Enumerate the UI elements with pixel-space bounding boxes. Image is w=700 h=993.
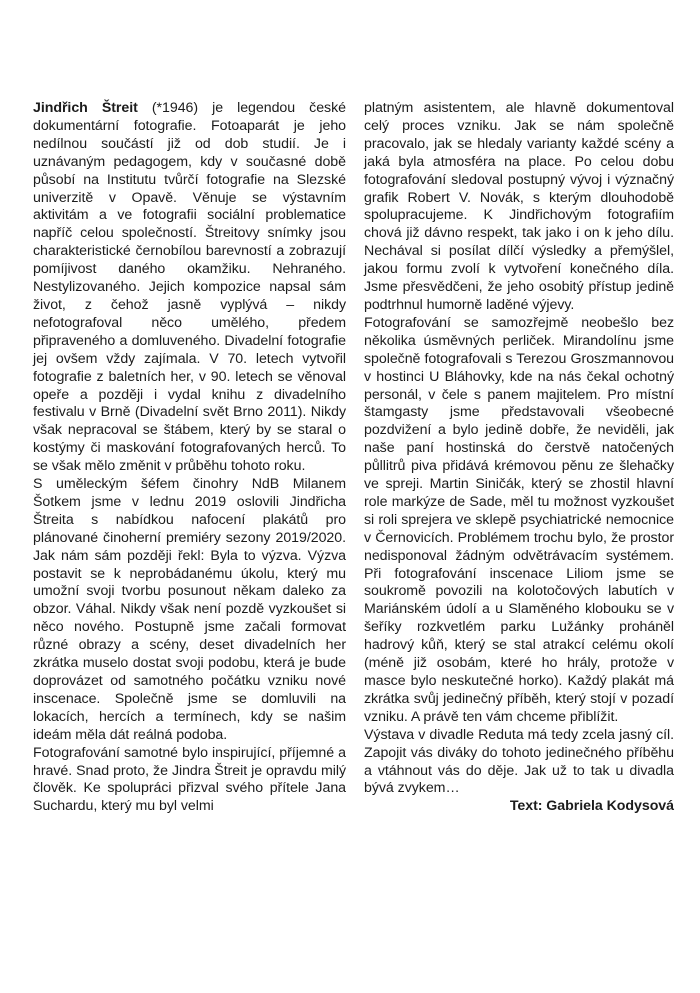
article-paragraph-process: platným asistentem, ale hlavně dokumentoval celý proces vzniku. Jak se nám společně pracovalo, jak se hledaly varianty každé scény a jaká byla atmosféra na place. Po celou dobu fotografování sledoval postupný vývoj i význačný grafik Robert V. Novák, s kterým dlouhodobě spolupracujeme. K Jindřichovým fotografiím chová již dávno respekt, tak jako i on k jeho dílu. Nechával si posílat dílčí výsledky a přemýšlel, jakou formu zvolí k vytvoření konečného díla. Jsme přesvědčeni, že jeho osobitý přístup jedině podtrhnul humorně laděné výjevy.	[364, 100, 674, 313]
article-paragraph-exhibition: Výstava v divadle Reduta má tedy zcela jasný cíl. Zapojit vás diváky do tohoto jedinečného příběhu a vtáhnout vás do děje. Jak už to tak u divadla bývá zvykem…	[364, 726, 674, 797]
article-paragraph-intro	[33, 100, 346, 476]
article-lead-name: Jindřich Štreit	[33, 100, 138, 116]
article-author-credit: Text: Gabriela Kodysová	[509, 798, 674, 815]
article-right-column	[364, 100, 674, 816]
article-paragraph-intro-text: (*1946) je legendou české dokumentární fotografie. Fotoaparát je jeho nedílnou součástí již od dob studií. Je i uznávaným pedagogem, kdy v současné době působí na Institutu tvůrčí fotografie na Slezské univerzitě v Opavě. Věnuje se výstavním aktivitám a ve fotografii sociální problematice napříč celou společností. Štreitovy snímky jsou charakteristické černobílou barevností a zobrazují pomíjivost daného okamžiku. Nehraného. Nestylizovaného. Jejich kompozice napsal sám život, z čehož jasně vyplývá – nikdy nefotografoval něco umělého, předem připraveného a domluveného. Divadelní fotografie jej ovšem vždy zajímala. V 70. letech vytvořil fotografie z baletních her, v 90. letech se věnoval opeře a později i vydal knihu z divadelního festivalu v Brně (Divadelní svět Brno 2011). Nikdy však nepracoval se štábem, který by se staral o kostýmy či maskování fotografovaných herců. To se však mělo změnit v průběhu tohoto roku.	[33, 100, 346, 475]
article-paragraph-photoshoot: Fotografování samotné bylo inspirující, příjemné a hravé. Snad proto, že Jindra Štreit je opravdu milý člověk. Ke spolupráci přizval svého přítele Jana Suchardu, který mu byl velmi	[33, 744, 346, 815]
article-paragraph-collaboration: S uměleckým šéfem činohry NdB Milanem Šotkem jsme v lednu 2019 oslovili Jindřicha Štreita s nabídkou nafocení plakátů pro plánované činoherní premiéry sezony 2019/2020. Jak nám sám později řekl: Byla to výzva. Výzva postavit se k neprobádanému úkolu, který mu umožní svoji tvorbu posunout někam daleko za obzor. Váhal. Nikdy však není pozdě vyzkoušet si něco nového. Postupně jsme začali formovat různé obrazy a scény, deset divadelních her zkrátka muselo dostat svoji podobu, která je bude doprovázet od samotného počátku vzniku nové inscenace. Společně jsme se domluvili na lokacích, hercích a termínech, kdy se našim ideám měla dát reálná podoba.	[33, 476, 346, 743]
article-left-column	[33, 100, 346, 816]
article-paragraph-anecdotes: Fotografování se samozřejmě neobešlo bez několika úsměvných perliček. Mirandolínu jsme společně fotografovali s Terezou Groszmannovou v hostinci U Bláhovky, kde na nás čekal ochotný personál, v čele s panem majitelem. Pro místní štamgasty jsme představovali všeobecné pozdvižení a bylo jedině dobře, že neviděli, jak naše paní hostinská do čerstvě natočených půllitrů piva přidává krémovou pěnu ze šlehačky ve spreji. Martin Siničák, který se zhostil hlavní role markýze de Sade, měl tu možnost vyzkoušet si roli sprejera ve sklepě psychiatrické nemocnice v Černovicích. Problémem trochu bylo, že prostor nedisponoval žádným odvětrávacím systémem. Při fotografování inscenace Liliom jsme se soukromě povozili na kolotočových labutích v Mariánském údolí a u Slaměného klobouku se v šeříky rozkvetlém parku Lužánky proháněl hadrový kůň, který se stal atrakcí celému okolí (méně již osobám, které ho hrály, protože v masce bylo neskutečné horko). Každý plakát má zkrátka svůj jedinečný příběh, který stojí v pozadí vzniku. A právě ten vám chceme přiblížit.	[364, 314, 674, 725]
